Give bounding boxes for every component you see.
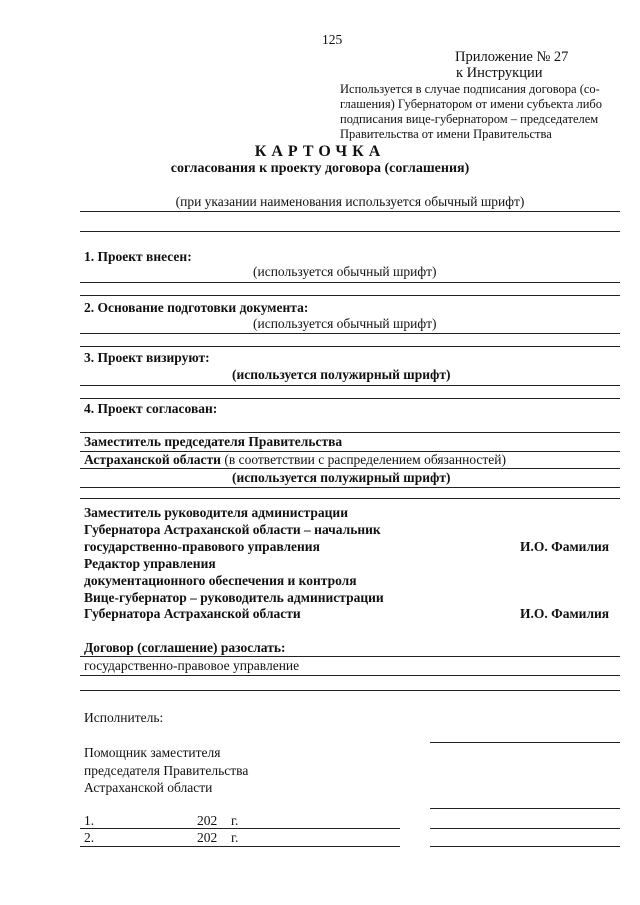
note-line: подписания вице-губернатором – председателем [340, 112, 599, 126]
name-line [80, 231, 620, 232]
section1-underline [80, 282, 620, 283]
executor-signature-line [430, 742, 620, 743]
signer1-name: И.О. Фамилия [520, 539, 610, 554]
assistant-line: Помощник заместителя [84, 745, 221, 760]
page-number: 125 [322, 32, 343, 47]
section2-line [80, 346, 620, 347]
name-hint: (при указании наименования используется обычный шрифт) [175, 194, 525, 209]
section2-underline [80, 333, 620, 334]
date-row-year: 202 [197, 813, 218, 828]
section3-line [80, 398, 620, 399]
name-underline [80, 211, 620, 212]
section3-label: 3. Проект визируют: [84, 350, 210, 365]
deputy-hint-underline [80, 487, 620, 488]
date-row-year: 202 [197, 830, 218, 845]
section1-label: 1. Проект внесен: [84, 249, 192, 264]
date-row-num: 1. [84, 813, 95, 828]
deputy-hint: (используется полужирный шрифт) [232, 470, 451, 485]
section3-hint: (используется полужирный шрифт) [232, 367, 451, 382]
signer2-line: Губернатора Астраханской области [84, 606, 301, 621]
card-subtitle: согласования к проекту договора (соглашения) [170, 161, 470, 176]
deputy-line2 [84, 452, 506, 469]
assistant-line: Астраханской области [84, 780, 213, 795]
note-line: глашения) Губернатором от имени субъекта либо [340, 97, 603, 111]
deputy-line1: Заместитель председателя Правительства [84, 434, 343, 449]
card-title: КАРТОЧКА [254, 143, 386, 160]
signer1-line: государственно-правового управления [84, 539, 320, 554]
signers-top-line [80, 498, 620, 499]
assistant-signature-line [430, 808, 620, 809]
date-row-suffix: г. [231, 830, 239, 845]
date-row-sign-line [430, 846, 620, 847]
appendix-note [340, 82, 625, 142]
distribution-label: Договор (соглашение) разослать: [84, 640, 286, 655]
deputy-region: Астраханской области [84, 452, 221, 467]
deputy-line2-underline [80, 468, 620, 469]
executor-label: Исполнитель: [84, 710, 164, 725]
date-row-sign-line [430, 828, 620, 829]
distribution-line [80, 690, 620, 691]
note-line: Правительства от имени Правительства [340, 127, 552, 141]
distribution-recipient: государственно-правовое управление [84, 658, 300, 673]
signer1-line: Заместитель руководителя администрации [84, 505, 348, 520]
date-row-suffix: г. [231, 813, 239, 828]
signer2-line: Вице-губернатор – руководитель администрации [84, 590, 384, 605]
signer2-line: Редактор управления [84, 556, 216, 571]
assistant-line: председателя Правительства [84, 763, 249, 778]
appendix-subtitle: к Инструкции [456, 65, 543, 81]
date-row-underline [80, 828, 400, 829]
section1-line [80, 295, 620, 296]
signer2-name: И.О. Фамилия [520, 606, 610, 621]
section2-label: 2. Основание подготовки документа: [84, 300, 309, 315]
signer2-line: документационного обеспечения и контроля [84, 573, 357, 588]
appendix-title: Приложение № 27 [455, 49, 569, 65]
section4-label: 4. Проект согласован: [84, 401, 218, 416]
distribution-recipient-underline [80, 675, 620, 676]
section1-hint: (используется обычный шрифт) [253, 264, 437, 279]
signer1-line: Губернатора Астраханской области – начальник [84, 522, 381, 537]
section2-hint: (используется обычный шрифт) [253, 316, 437, 331]
section3-underline [80, 385, 620, 386]
date-row-num: 2. [84, 830, 95, 845]
deputy-duties: (в соответствии с распределением обязанностей) [220, 452, 507, 467]
distribution-underline [80, 656, 620, 657]
section4-underline [80, 432, 620, 433]
note-line: Используется в случае подписания договора (со- [340, 82, 600, 96]
date-row-underline [80, 846, 400, 847]
